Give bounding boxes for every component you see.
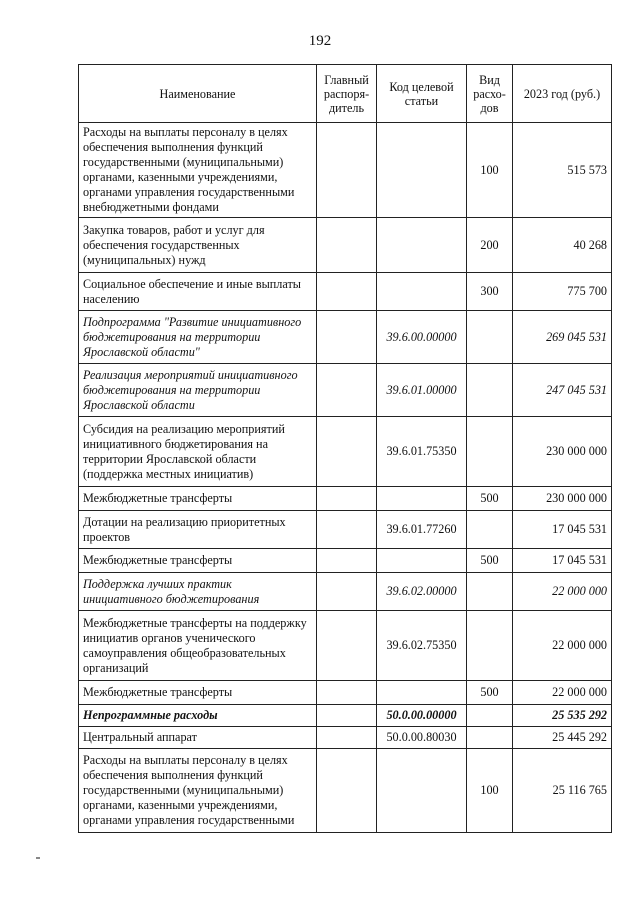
header-name: Наименование bbox=[79, 65, 317, 123]
cell-sum: 25 445 292 bbox=[513, 727, 612, 749]
cell-name: Непрограммные расходы bbox=[79, 705, 317, 727]
cell-code bbox=[377, 487, 467, 511]
cell-name: Межбюджетные трансферты на поддержку инициатив органов ученического самоуправления общеобразовательных организаций bbox=[79, 611, 317, 681]
cell-grbs bbox=[317, 123, 377, 218]
cell-code bbox=[377, 218, 467, 273]
cell-vr: 500 bbox=[467, 549, 513, 573]
page-number: 192 bbox=[308, 33, 332, 49]
cell-code: 39.6.00.00000 bbox=[377, 311, 467, 364]
cell-name: Расходы на выплаты персоналу в целях обеспечения выполнения функций государственными (муниципальными) органами, казенными учреждениями, органами управления государственными bbox=[79, 749, 317, 833]
cell-grbs bbox=[317, 705, 377, 727]
cell-sum: 515 573 bbox=[513, 123, 612, 218]
cell-vr: 100 bbox=[467, 123, 513, 218]
cell-code bbox=[377, 681, 467, 705]
table-row bbox=[79, 311, 612, 364]
table-row bbox=[79, 573, 612, 611]
cell-sum: 269 045 531 bbox=[513, 311, 612, 364]
cell-sum: 25 535 292 bbox=[513, 705, 612, 727]
cell-name: Субсидия на реализацию мероприятий инициативного бюджетирования на территории Ярославской области (поддержка местных инициатив) bbox=[79, 417, 317, 487]
table-row bbox=[79, 218, 612, 273]
cell-sum: 775 700 bbox=[513, 273, 612, 311]
table-row bbox=[79, 511, 612, 549]
cell-name: Дотации на реализацию приоритетных проектов bbox=[79, 511, 317, 549]
cell-name: Реализация мероприятий инициативного бюджетирования на территории Ярославской области bbox=[79, 364, 317, 417]
cell-sum: 247 045 531 bbox=[513, 364, 612, 417]
table-row bbox=[79, 487, 612, 511]
cell-code: 39.6.01.00000 bbox=[377, 364, 467, 417]
cell-grbs bbox=[317, 417, 377, 487]
table-row bbox=[79, 749, 612, 833]
cell-code: 39.6.02.75350 bbox=[377, 611, 467, 681]
table-header-row bbox=[79, 65, 612, 123]
cell-name: Межбюджетные трансферты bbox=[79, 681, 317, 705]
table-body bbox=[79, 123, 612, 833]
cell-sum: 40 268 bbox=[513, 218, 612, 273]
cell-code bbox=[377, 749, 467, 833]
cell-name: Поддержка лучших практик инициативного бюджетирования bbox=[79, 573, 317, 611]
cell-name: Межбюджетные трансферты bbox=[79, 487, 317, 511]
cell-grbs bbox=[317, 611, 377, 681]
table-row bbox=[79, 727, 612, 749]
cell-name: Центральный аппарат bbox=[79, 727, 317, 749]
table-row bbox=[79, 417, 612, 487]
cell-sum: 22 000 000 bbox=[513, 681, 612, 705]
cell-code: 50.0.00.00000 bbox=[377, 705, 467, 727]
cell-grbs bbox=[317, 218, 377, 273]
cell-code bbox=[377, 273, 467, 311]
cell-vr: 100 bbox=[467, 749, 513, 833]
cell-grbs bbox=[317, 364, 377, 417]
cell-vr bbox=[467, 311, 513, 364]
cell-vr bbox=[467, 727, 513, 749]
table-row bbox=[79, 364, 612, 417]
cell-name: Расходы на выплаты персоналу в целях обеспечения выполнения функций государственными (муниципальными) органами, казенными учреждениями, органами управления государственными внебюджетными фондами bbox=[79, 123, 317, 218]
cell-vr bbox=[467, 611, 513, 681]
cell-sum: 17 045 531 bbox=[513, 511, 612, 549]
cell-grbs bbox=[317, 311, 377, 364]
cell-grbs bbox=[317, 681, 377, 705]
cell-vr bbox=[467, 511, 513, 549]
cell-sum: 230 000 000 bbox=[513, 417, 612, 487]
cell-sum: 25 116 765 bbox=[513, 749, 612, 833]
cell-name: Социальное обеспечение и иные выплаты населению bbox=[79, 273, 317, 311]
cell-grbs bbox=[317, 273, 377, 311]
table-row bbox=[79, 123, 612, 218]
cell-name: Межбюджетные трансферты bbox=[79, 549, 317, 573]
cell-grbs bbox=[317, 511, 377, 549]
cell-grbs bbox=[317, 749, 377, 833]
cell-grbs bbox=[317, 487, 377, 511]
cell-code bbox=[377, 549, 467, 573]
cell-vr: 500 bbox=[467, 681, 513, 705]
cell-vr: 500 bbox=[467, 487, 513, 511]
cell-vr bbox=[467, 417, 513, 487]
table-row bbox=[79, 549, 612, 573]
cell-sum: 22 000 000 bbox=[513, 611, 612, 681]
cell-grbs bbox=[317, 727, 377, 749]
cell-sum: 230 000 000 bbox=[513, 487, 612, 511]
header-code: Код целевой статьи bbox=[377, 65, 467, 123]
header-grbs: Главный распоря-дитель bbox=[317, 65, 377, 123]
cell-code: 39.6.01.75350 bbox=[377, 417, 467, 487]
cell-code: 39.6.01.77260 bbox=[377, 511, 467, 549]
table-row bbox=[79, 611, 612, 681]
cell-name: Закупка товаров, работ и услуг для обеспечения государственных (муниципальных) нужд bbox=[79, 218, 317, 273]
budget-table bbox=[78, 64, 612, 833]
header-vr: Вид расхо-дов bbox=[467, 65, 513, 123]
cell-vr bbox=[467, 364, 513, 417]
cell-code bbox=[377, 123, 467, 218]
cell-code: 39.6.02.00000 bbox=[377, 573, 467, 611]
cell-vr bbox=[467, 573, 513, 611]
header-sum: 2023 год (руб.) bbox=[513, 65, 612, 123]
cell-vr bbox=[467, 705, 513, 727]
table-row bbox=[79, 273, 612, 311]
table-row bbox=[79, 681, 612, 705]
cell-grbs bbox=[317, 549, 377, 573]
cell-grbs bbox=[317, 573, 377, 611]
cell-sum: 17 045 531 bbox=[513, 549, 612, 573]
margin-mark bbox=[36, 857, 40, 859]
cell-sum: 22 000 000 bbox=[513, 573, 612, 611]
cell-name: Подпрограмма "Развитие инициативного бюджетирования на территории Ярославской области" bbox=[79, 311, 317, 364]
cell-code: 50.0.00.80030 bbox=[377, 727, 467, 749]
cell-vr: 200 bbox=[467, 218, 513, 273]
table-row bbox=[79, 705, 612, 727]
cell-vr: 300 bbox=[467, 273, 513, 311]
